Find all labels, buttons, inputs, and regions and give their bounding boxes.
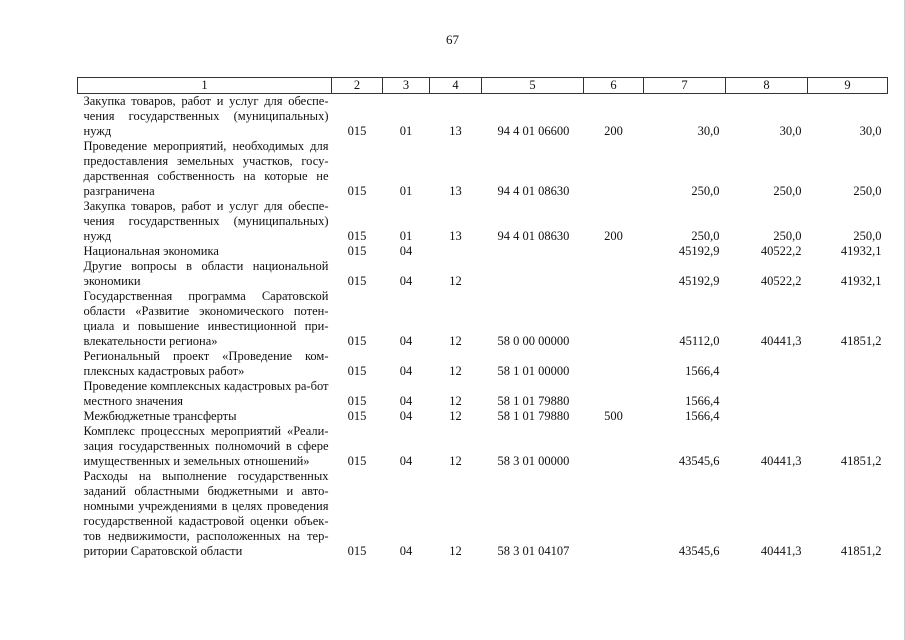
row-subsection-code: 12 [449, 454, 462, 468]
row-section-code: 01 [399, 229, 413, 243]
row-value-col8: 40522,2 [760, 244, 802, 258]
header-col-7: 7 [644, 78, 726, 94]
row-value-col8 [726, 409, 808, 424]
row-subsection-code: 13 [449, 184, 462, 198]
row-ministry-code: 015 [347, 229, 367, 243]
row-subsection-code: 12 [449, 334, 462, 348]
row-target-code [482, 244, 584, 259]
row-ministry-code: 015 [347, 544, 367, 558]
row-value-col9: 250,0 [853, 229, 882, 243]
page-number: 67 [446, 32, 459, 47]
header-col-9: 9 [808, 78, 888, 94]
row-value-col8: 250,0 [773, 184, 802, 198]
row-value-col7: 1566,4 [685, 364, 720, 378]
row-expense-type [584, 469, 644, 559]
row-name: Закупка товаров, работ и услуг для обеспе-чения государственных (муниципальных) нужд [83, 199, 329, 243]
row-value-col7: 45112,0 [679, 334, 720, 348]
row-subsection-code: 13 [449, 229, 462, 243]
table-row [78, 199, 888, 244]
row-subsection-code: 12 [449, 409, 462, 423]
row-target-code: 94 4 01 08630 [497, 229, 570, 243]
row-value-col8: 250,0 [773, 229, 802, 243]
row-expense-type [584, 259, 644, 289]
table-row [78, 289, 888, 349]
row-subsection-code: 12 [449, 394, 462, 408]
row-target-code: 58 1 01 00000 [497, 364, 570, 378]
header-col-3: 3 [383, 78, 430, 94]
row-value-col9: 41851,2 [840, 334, 882, 348]
header-row [78, 78, 888, 94]
row-ministry-code: 015 [347, 244, 367, 258]
row-value-col8 [726, 379, 808, 409]
row-name: Государственная программа Саратовской области «Развитие экономического потен-циала и повышение инвестиционной при-влекательности региона» [83, 289, 329, 348]
row-subsection-code: 12 [449, 364, 462, 378]
row-target-code: 58 1 01 79880 [497, 394, 570, 408]
row-value-col7: 1566,4 [685, 394, 720, 408]
row-target-code: 94 4 01 08630 [497, 184, 570, 198]
row-value-col8: 40441,3 [760, 334, 802, 348]
row-section-code: 04 [399, 454, 413, 468]
row-target-code: 58 1 01 79880 [497, 409, 570, 423]
table-row [78, 379, 888, 409]
row-name: Межбюджетные трансферты [83, 409, 237, 423]
table-row [78, 259, 888, 289]
row-name: Проведение комплексных кадастровых ра-бот местного значения [83, 379, 329, 408]
row-expense-type [584, 379, 644, 409]
table-row [78, 244, 888, 259]
table-row [78, 349, 888, 379]
row-value-col9 [808, 349, 888, 379]
row-section-code: 04 [399, 364, 413, 378]
row-value-col7: 45192,9 [678, 244, 720, 258]
row-value-col7: 45192,9 [678, 274, 720, 288]
row-value-col7: 1566,4 [685, 409, 720, 423]
budget-table [77, 77, 888, 559]
row-section-code: 01 [399, 184, 413, 198]
header-col-2: 2 [332, 78, 383, 94]
row-ministry-code: 015 [347, 364, 367, 378]
row-value-col9: 30,0 [859, 124, 882, 138]
row-value-col7: 43545,6 [678, 544, 720, 558]
row-expense-type [584, 349, 644, 379]
row-subsection-code: 12 [449, 274, 462, 288]
row-value-col9: 41851,2 [840, 544, 882, 558]
row-name: Комплекс процессных мероприятий «Реали-зация государственных полномочий в сфере имущественных и земельных отношений» [83, 424, 329, 468]
row-expense-type [584, 244, 644, 259]
row-target-code: 58 0 00 00000 [497, 334, 570, 348]
row-name: Закупка товаров, работ и услуг для обеспе-чения государственных (муниципальных) нужд [83, 94, 329, 138]
row-value-col9: 41932,1 [840, 244, 882, 258]
header-col-4: 4 [430, 78, 482, 94]
row-subsection-code: 13 [449, 124, 462, 138]
row-value-col9 [808, 409, 888, 424]
table-row [78, 424, 888, 469]
row-section-code: 04 [399, 334, 413, 348]
table-row [78, 139, 888, 199]
row-value-col7: 250,0 [691, 229, 720, 243]
row-ministry-code: 015 [347, 454, 367, 468]
row-section-code: 04 [399, 544, 413, 558]
row-expense-type: 200 [604, 124, 623, 138]
row-value-col7: 30,0 [697, 124, 720, 138]
row-expense-type [584, 424, 644, 469]
row-value-col9 [808, 379, 888, 409]
row-value-col7: 250,0 [691, 184, 720, 198]
row-section-code: 04 [399, 409, 413, 423]
header-col-1: 1 [78, 78, 332, 94]
row-name: Другие вопросы в области национальной экономики [83, 259, 329, 288]
row-target-code: 94 4 01 06600 [497, 124, 570, 138]
row-expense-type: 200 [604, 229, 623, 243]
table-row [78, 469, 888, 559]
row-value-col8 [726, 349, 808, 379]
row-expense-type [584, 289, 644, 349]
row-ministry-code: 015 [347, 409, 367, 423]
row-ministry-code: 015 [347, 334, 367, 348]
row-section-code: 01 [399, 124, 413, 138]
row-value-col8: 40441,3 [760, 454, 802, 468]
row-value-col9: 41932,1 [840, 274, 882, 288]
row-subsection-code [430, 244, 482, 259]
row-section-code: 04 [399, 244, 413, 258]
row-target-code: 58 3 01 04107 [497, 544, 570, 558]
row-value-col9: 250,0 [853, 184, 882, 198]
row-value-col8: 30,0 [779, 124, 802, 138]
row-name: Расходы на выполнение государственных заданий областными бюджетными и авто-номными учреждениями в целях проведения государственной кадастровой оценки объек-тов недвижимости, расположенных на тер-ритории Саратовской области [83, 469, 329, 558]
header-col-8: 8 [726, 78, 808, 94]
row-value-col8: 40522,2 [760, 274, 802, 288]
table-header [78, 78, 888, 94]
row-name: Национальная экономика [83, 244, 219, 258]
header-col-5: 5 [482, 78, 584, 94]
row-target-code: 58 3 01 00000 [497, 454, 570, 468]
row-value-col9: 41851,2 [840, 454, 882, 468]
header-col-6: 6 [584, 78, 644, 94]
table-row [78, 94, 888, 140]
row-section-code: 04 [399, 394, 413, 408]
row-target-code [482, 259, 584, 289]
table-body [78, 94, 888, 560]
row-ministry-code: 015 [347, 394, 367, 408]
row-name: Региональный проект «Проведение ком-плексных кадастровых работ» [83, 349, 329, 378]
row-ministry-code: 015 [347, 184, 367, 198]
row-expense-type [584, 139, 644, 199]
row-subsection-code: 12 [449, 544, 462, 558]
row-ministry-code: 015 [347, 124, 367, 138]
table-row [78, 409, 888, 424]
row-ministry-code: 015 [347, 274, 367, 288]
row-expense-type: 500 [604, 409, 623, 423]
row-value-col7: 43545,6 [678, 454, 720, 468]
row-value-col8: 40441,3 [760, 544, 802, 558]
row-name: Проведение мероприятий, необходимых для предоставления земельных участков, госу-дарственная собственность на которые не разграничена [83, 139, 329, 198]
row-section-code: 04 [399, 274, 413, 288]
